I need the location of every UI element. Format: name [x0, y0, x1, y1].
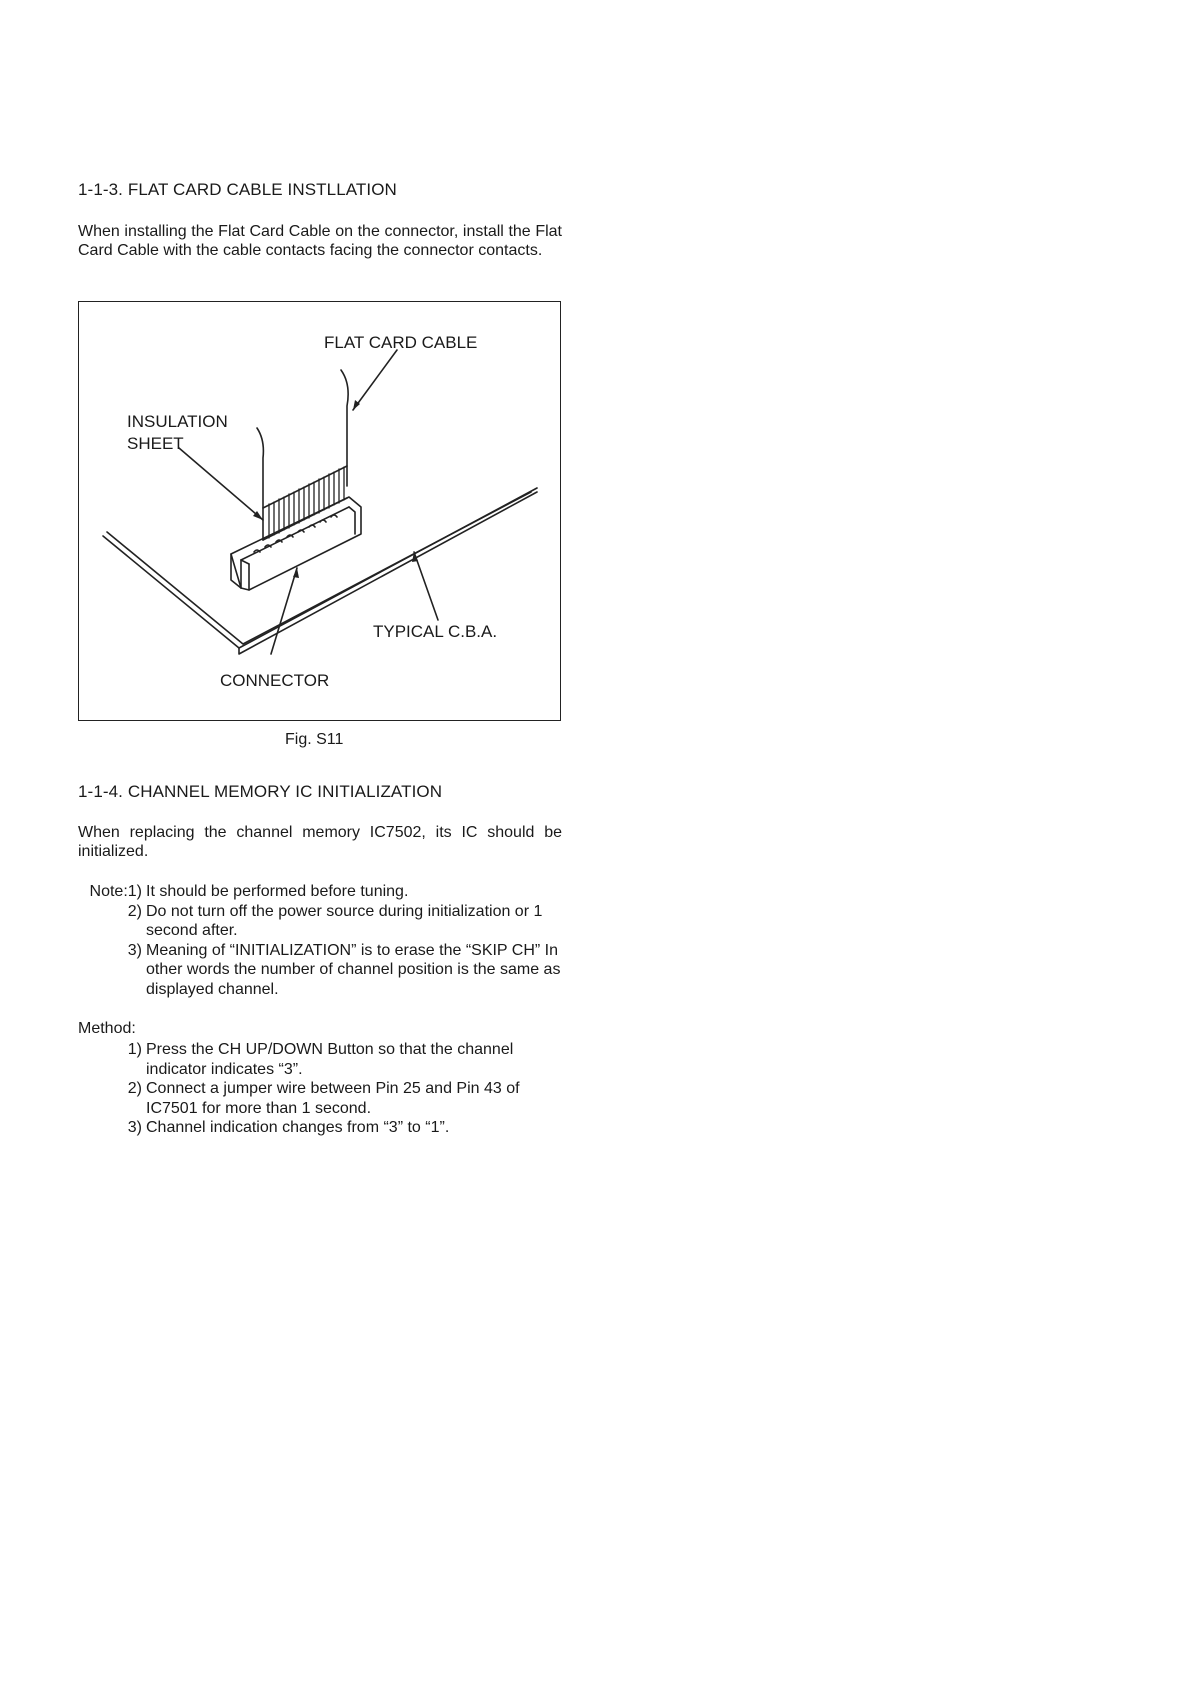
list-item-text: Meaning of “INITIALIZATION” is to erase the “SKIP CH” In other words the number of channel position is the same as displayed channel. [146, 941, 561, 998]
flat-cable-illustration [79, 302, 562, 722]
label-flat-card-cable: FLAT CARD CABLE [324, 333, 478, 352]
list-item [78, 1118, 562, 1138]
section-heading-flat-card-cable: 1-1-3. FLAT CARD CABLE INSTLLATION [78, 180, 397, 199]
list-item-text: Do not turn off the power source during initialization or 1 second after. [146, 902, 543, 939]
list-item-number: 3) [127, 1119, 142, 1136]
list-item-number: Note:1) [89, 883, 142, 900]
section-heading-channel-memory: 1-1-4. CHANNEL MEMORY IC INITIALIZATION [78, 782, 443, 801]
list-item [78, 882, 562, 902]
list-item [78, 1079, 562, 1118]
list-item-text: Press the CH UP/DOWN Button so that the channel indicator indicates “3”. [146, 1041, 514, 1078]
list-item [78, 941, 562, 1000]
section-paragraph-channel-memory: When replacing the channel memory IC7502, its IC should be initialized. [78, 824, 562, 860]
list-item-text: It should be performed before tuning. [146, 883, 409, 900]
list-item [78, 1040, 562, 1079]
list-item-text: Channel indication changes from “3” to “1”. [146, 1119, 450, 1136]
list-item-number: 2) [127, 1080, 142, 1097]
section-paragraph-flat-card-cable: When installing the Flat Card Cable on the connector, install the Flat Card Cable with the cable contacts facing the connector contacts. [78, 223, 562, 259]
label-sheet: SHEET [127, 434, 184, 453]
list-item-text: Connect a jumper wire between Pin 25 and Pin 43 of IC7501 for more than 1 second. [146, 1080, 520, 1117]
list-item [78, 902, 562, 941]
figure-caption: Fig. S11 [285, 731, 344, 748]
method-list [78, 1040, 562, 1138]
label-typical-cba: TYPICAL C.B.A. [373, 622, 498, 641]
notes-list [78, 882, 562, 999]
list-item-number: 1) [127, 1041, 142, 1058]
label-insulation: INSULATION [127, 412, 228, 431]
figure-s11 [78, 301, 561, 721]
list-item-number: 2) [127, 902, 142, 920]
label-connector: CONNECTOR [220, 671, 330, 690]
list-item-number: 3) [127, 941, 142, 959]
method-title: Method: [78, 1020, 136, 1037]
